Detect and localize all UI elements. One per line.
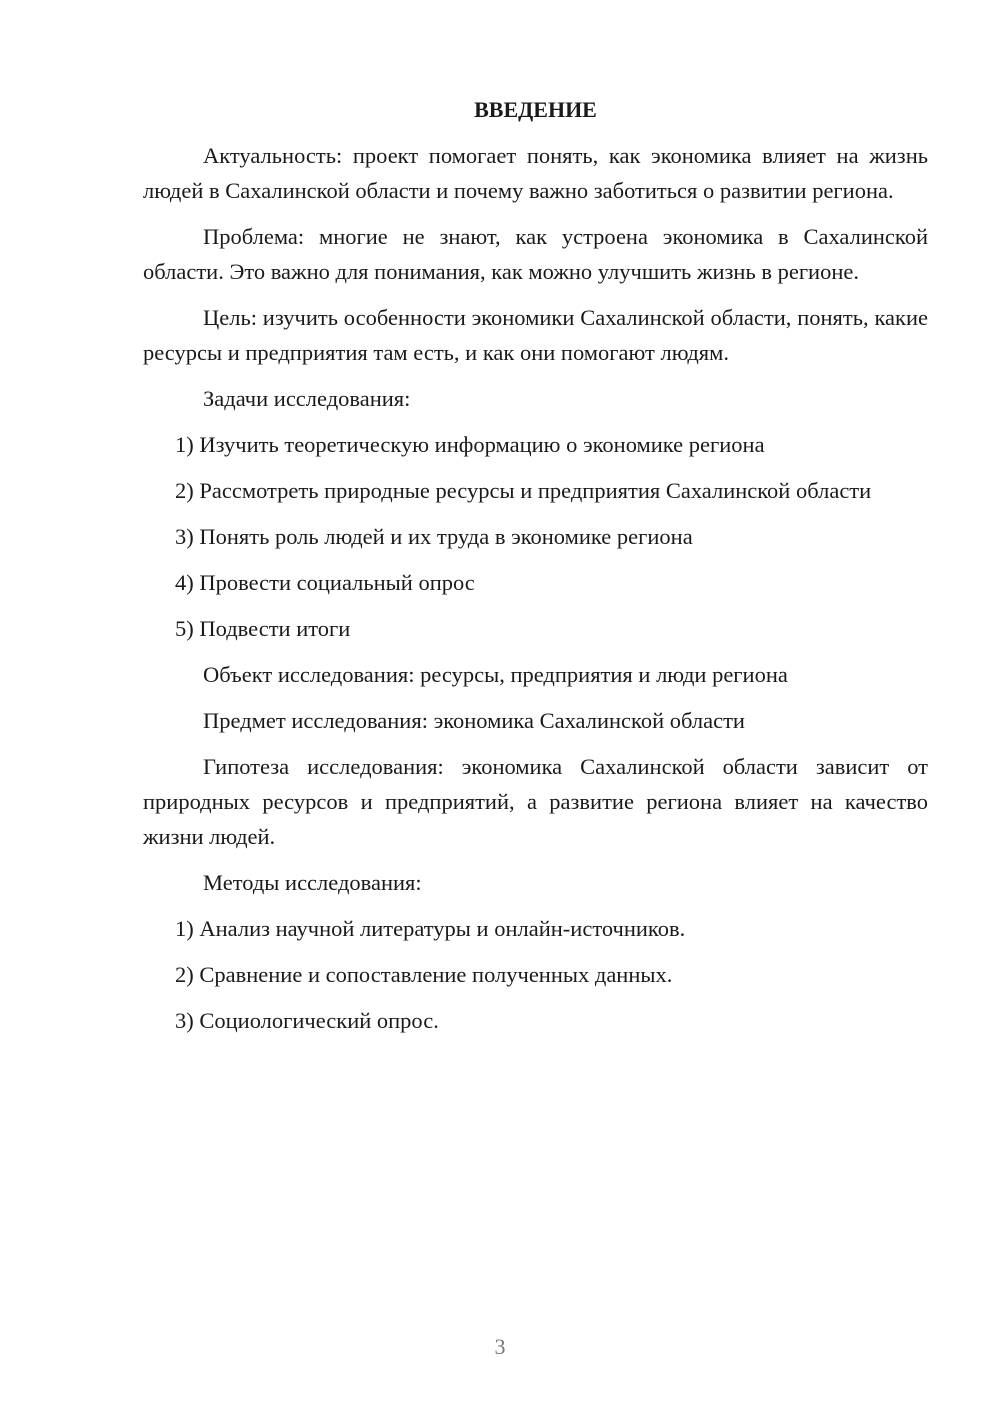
method-item-2: 2) Сравнение и сопоставление полученных данных. bbox=[175, 962, 673, 987]
page-number: 3 bbox=[494, 1334, 506, 1359]
method-item-3: 3) Социологический опрос. bbox=[175, 1008, 439, 1033]
task-item-3: 3) Понять роль людей и их труда в экономике региона bbox=[175, 524, 693, 549]
method-item-1: 1) Анализ научной литературы и онлайн-источников. bbox=[175, 916, 686, 941]
research-subject: Предмет исследования: экономика Сахалинской области bbox=[203, 708, 745, 733]
page-content bbox=[143, 92, 928, 1049]
task-item-5: 5) Подвести итоги bbox=[175, 616, 351, 641]
task-item-2: 2) Рассмотреть природные ресурсы и предприятия Сахалинской области bbox=[175, 478, 872, 503]
methods-heading: Методы исследования: bbox=[203, 870, 422, 895]
research-object: Объект исследования: ресурсы, предприятия и люди региона bbox=[203, 662, 788, 687]
task-item-1: 1) Изучить теоретическую информацию о экономике региона bbox=[175, 432, 765, 457]
paragraph-relevance: Актуальность: проект помогает понять, как экономика влияет на жизнь людей в Сахалинской области и почему важно заботиться о развитии региона. bbox=[143, 143, 928, 203]
paragraph-problem: Проблема: многие не знают, как устроена экономика в Сахалинской области. Это важно для понимания, как можно улучшить жизнь в регионе. bbox=[143, 224, 928, 284]
section-title: ВВЕДЕНИЕ bbox=[474, 97, 597, 122]
research-hypothesis: Гипотеза исследования: экономика Сахалинской области зависит от природных ресурсов и предприятий, а развитие региона влияет на качество жизни людей. bbox=[143, 754, 928, 849]
task-item-4: 4) Провести социальный опрос bbox=[175, 570, 475, 595]
tasks-heading: Задачи исследования: bbox=[203, 386, 411, 411]
paragraph-goal: Цель: изучить особенности экономики Сахалинской области, понять, какие ресурсы и предприятия там есть, и как они помогают людям. bbox=[143, 305, 928, 365]
